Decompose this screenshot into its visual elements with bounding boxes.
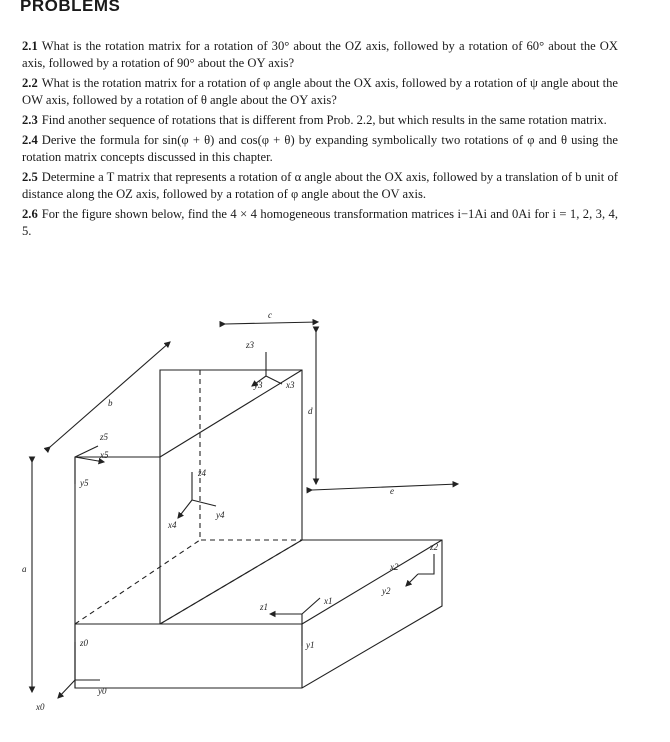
label-x4: x4 [168, 520, 177, 530]
problem-2-3 [22, 112, 618, 129]
dim-label-c: c [268, 310, 272, 320]
dimension-line-c [225, 322, 318, 324]
figure-drawing [20, 312, 470, 732]
problem-2-6 [22, 206, 618, 240]
outline-edge [75, 624, 302, 688]
problem-number: 2.5 [22, 170, 38, 184]
problem-2-1 [22, 38, 618, 72]
label-y2: y2 [382, 586, 391, 596]
dim-label-b: b [108, 398, 113, 408]
problem-number: 2.2 [22, 76, 38, 90]
outline-edge [75, 370, 442, 688]
problem-number: 2.4 [22, 133, 38, 147]
label-x5: x5 [100, 450, 109, 460]
robot-frame-figure [20, 312, 470, 732]
frame4-axes [178, 472, 216, 518]
label-y5: y5 [80, 478, 89, 488]
label-z0: z0 [80, 638, 89, 648]
problem-text: What is the rotation matrix for a rotation of 30° about the OZ axis, followed by a rotation of 60° about the OX axis, followed by a rotation of 90° about the OY axis? [22, 39, 618, 70]
problem-list [22, 38, 618, 243]
dimension-line-b [50, 342, 170, 447]
label-z4: z4 [198, 468, 207, 478]
dim-label-d: d [308, 406, 313, 416]
problem-text: Find another sequence of rotations that is different from Prob. 2.2, but which results in the same rotation matrix. [41, 113, 607, 127]
label-z1: z1 [260, 602, 269, 612]
label-y4: y4 [216, 510, 225, 520]
problem-number: 2.6 [22, 207, 38, 221]
frame0-axes [58, 642, 100, 698]
label-x0: x0 [36, 702, 45, 712]
label-y3: y3 [254, 380, 263, 390]
problem-text: For the figure shown below, find the 4 × 4 homogeneous transformation matrices i−1Ai and 0Ai for i = 1, 2, 3, 4, 5. [22, 207, 618, 238]
label-z2: z2 [430, 542, 439, 552]
dimension-line-e [312, 484, 458, 490]
label-y0: y0 [98, 686, 107, 696]
label-x3: x3 [286, 380, 295, 390]
label-z5: z5 [100, 432, 109, 442]
label-y1: y1 [306, 640, 315, 650]
problem-text: Determine a T matrix that represents a rotation of α angle about the OX axis, followed by a translation of b unit of distance along the OZ axis, followed by a rotation of φ angle about the OV axis. [22, 170, 618, 201]
dim-label-a: a [22, 564, 27, 574]
frame1-axes [270, 598, 320, 646]
label-x2: x2 [390, 562, 399, 572]
problem-2-2 [22, 75, 618, 109]
problem-2-5 [22, 169, 618, 203]
problem-text: What is the rotation matrix for a rotation of φ angle about the OX axis, followed by a rotation of ψ angle about the OW axis, followed by a rotation of θ angle about the OY axis? [22, 76, 618, 107]
label-x1: x1 [324, 596, 333, 606]
label-z3: z3 [246, 340, 255, 350]
dim-label-e: e [390, 486, 394, 496]
section-heading: PROBLEMS [20, 0, 121, 15]
problem-2-4 [22, 132, 618, 166]
problem-text: Derive the formula for sin(φ + θ) and cos(φ + θ) by expanding symbolically two rotations of φ and θ using the rotation matrix concepts discussed in this chapter. [22, 133, 618, 164]
problem-number: 2.1 [22, 39, 38, 53]
problem-number: 2.3 [22, 113, 38, 127]
outline-edge [302, 540, 442, 624]
